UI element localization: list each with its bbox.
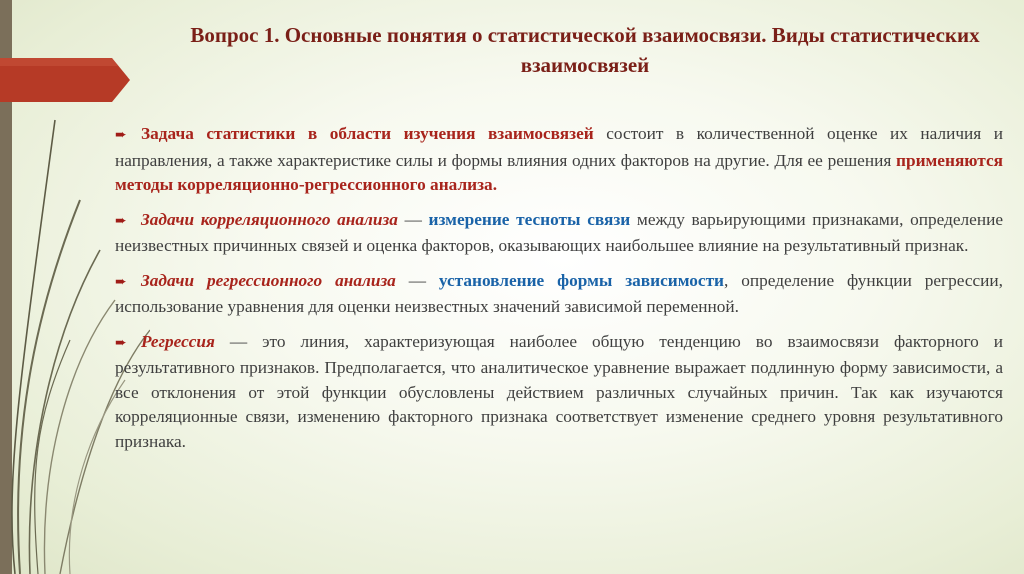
bullet-paragraph-1 bbox=[115, 122, 1003, 198]
body-text: — bbox=[395, 270, 439, 290]
emphasis-text: Задачи корреляционного анализа bbox=[141, 209, 398, 229]
highlight-text: установление формы зависимости bbox=[438, 270, 725, 290]
highlight-text: измерение тесноты связи bbox=[428, 209, 631, 229]
arrow-bullet-icon: ➨ bbox=[115, 213, 127, 229]
arrow-bullet-icon: ➨ bbox=[115, 274, 127, 290]
emphasis-text: Задача статистики в области изучения взаимосвязей bbox=[141, 124, 594, 143]
body-text: — bbox=[397, 209, 429, 229]
emphasis-text: применяются методы корреляционно-регрессионного анализа. bbox=[115, 150, 1003, 194]
body-text: — это линия, характеризующая наиболее общую тенденцию во взаимосвязи факторного и результативного признаков. Предполагается, что аналитическое уравнение выражает подлинную форму зависимости, а все отклонения от этой функции обусловлены действием различных случайных причин. Так как изучаются корреляционные связи, изменению факторного признака соответствует изменение среднего уровня результативного признака. bbox=[115, 331, 1003, 451]
body-text: состоит в количественной оценке их наличия и направления, а также характеристике силы и формы влияния одних факторов на другие. Для ее решения bbox=[115, 124, 1004, 170]
arrow-bullet-icon: ➨ bbox=[115, 335, 127, 351]
bullet-paragraph-3 bbox=[115, 269, 1003, 320]
slide-body bbox=[115, 122, 1003, 464]
emphasis-text: Регрессия bbox=[141, 331, 215, 351]
emphasis-text: Задачи регрессионного анализа bbox=[141, 270, 396, 290]
bullet-paragraph-2 bbox=[115, 208, 1003, 259]
title-banner-arrow bbox=[0, 58, 130, 102]
bullet-paragraph-4 bbox=[115, 330, 1003, 455]
body-text: между варьирующими признаками, определение неизвестных причинных связей и оценка факторов, оказывающих наибольшее влияние на результативный признак. bbox=[115, 209, 1003, 255]
slide-title: Вопрос 1. Основные понятия о статистической взаимосвязи. Виды статистических взаимосвязей bbox=[190, 23, 980, 77]
arrow-bullet-icon: ➨ bbox=[115, 128, 127, 143]
body-text: , определение функции регрессии, использование уравнения для оценки неизвестных значений зависимой переменной. bbox=[115, 270, 1003, 316]
